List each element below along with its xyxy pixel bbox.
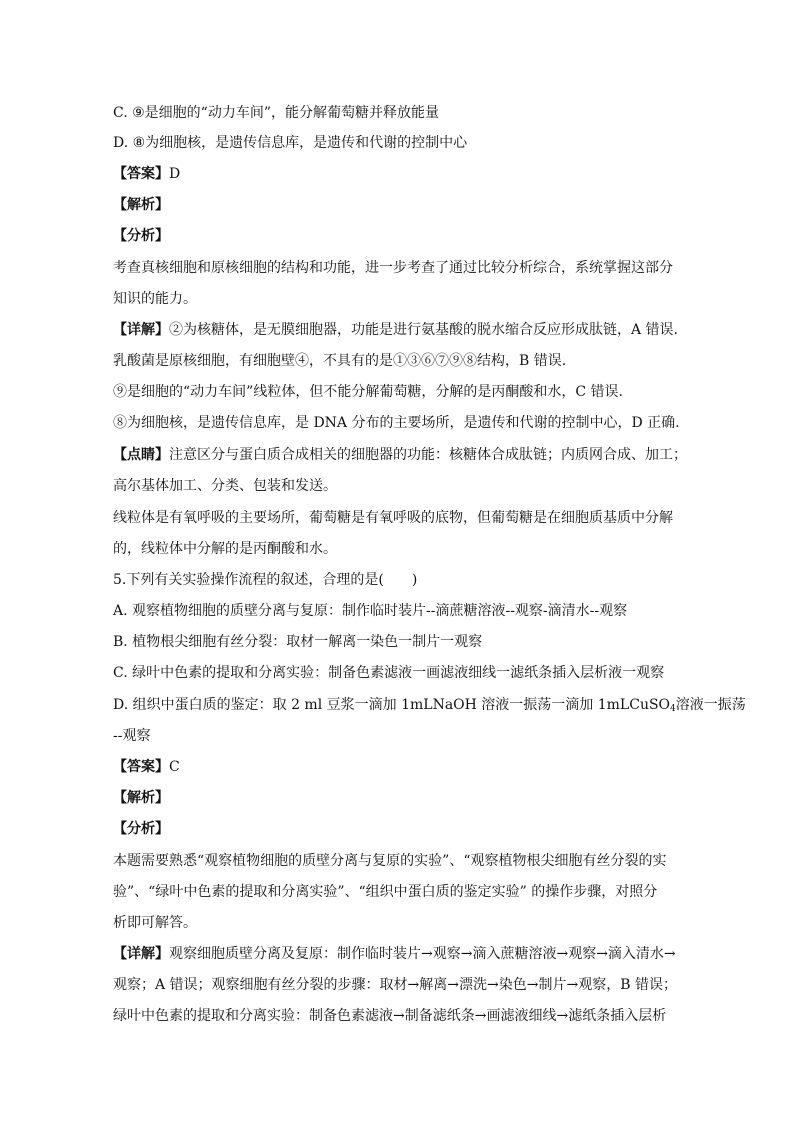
tip-text: 注意区分与蛋白质合成相关的细胞器的功能：核糖体合成肽链；内质网合成、加工； [169, 447, 687, 463]
answer-line [113, 164, 683, 184]
answer-tag: 【答案】 [113, 166, 169, 182]
option-d-text: D. 组织中蛋白质的鉴定：取 2 ml 豆浆一滴加 1mLNaOH 溶液一振荡一滴加 1mLCuSO [113, 697, 671, 713]
subscript-4: 4 [670, 704, 676, 714]
detail-tag: 【详解】 [113, 946, 169, 962]
analysis-heading: 【解析】 [113, 197, 169, 213]
option-d-line: D. ⑧为细胞核，是遗传信息库，是遗传和代谢的控制中心 [113, 135, 468, 151]
detail-tag: 【详解】 [113, 322, 169, 338]
paragraph-line: 乳酸菌是原核细胞，有细胞壁④，不具有的是①③⑥⑦⑨⑧结构，B 错误. [113, 353, 567, 369]
option-c-line: C. ⑨是细胞的“动力车间”，能分解葡萄糖并释放能量 [113, 105, 439, 121]
paragraph-line: 考查真核细胞和原核细胞的结构和功能，进一步考查了通过比较分析综合，系统掌握这部分 [113, 260, 673, 276]
paragraph-line: 绿叶中色素的提取和分离实验：制备色素滤液→制备滤纸条→画滤液细线→滤纸条插入层析 [113, 1008, 667, 1024]
question-5-stem: 5.下列有关实验操作流程的叙述，合理的是( ) [113, 572, 418, 588]
paragraph-line: 本题需要熟悉“观察植物细胞的质壁分离与复原的实验”、“观察植物根尖细胞有丝分裂的实 [113, 853, 667, 869]
detail-line [113, 320, 683, 340]
option-d-line [113, 695, 746, 715]
detail-line [113, 944, 683, 964]
answer-value: C [169, 759, 180, 775]
analysis-heading: 【解析】 [113, 790, 169, 806]
answer-line [113, 757, 683, 777]
answer-tag: 【答案】 [113, 759, 169, 775]
tip-tag: 【点睛】 [113, 447, 169, 463]
paragraph-line: ⑨是细胞的“动力车间”线粒体，但不能分解葡萄糖，分解的是丙酮酸和水，C 错误. [113, 384, 623, 400]
paragraph-line: 观察；A 错误；观察细胞有丝分裂的步骤：取材→解离→漂洗→染色→制片→观察，B 错误； [113, 977, 677, 993]
fenxi-heading: 【分析】 [113, 228, 169, 244]
paragraph-line: 高尔基体加工、分类、包装和发送。 [113, 478, 337, 494]
option-a-line: A. 观察植物细胞的质壁分离与复原：制作临时装片--滴蔗糖溶液--观察-滴清水--观察 [113, 603, 628, 619]
paragraph-line: 线粒体是有氧呼吸的主要场所，葡萄糖是有氧呼吸的底物，但葡萄糖是在细胞质基质中分解 [113, 510, 673, 526]
paragraph-line: 验”、“绿叶中色素的提取和分离实验”、“组织中蛋白质的鉴定实验” 的操作步骤，对照分 [113, 884, 658, 900]
detail-text: 观察细胞质壁分离及复原：制作临时装片→观察→滴入蔗糖溶液→观察→滴入清水→ [169, 946, 676, 962]
paragraph-line: 析即可解答。 [113, 915, 197, 931]
paragraph-line: 知识的能力。 [113, 291, 197, 307]
detail-text: ②为核糖体，是无膜细胞器，功能是进行氨基酸的脱水缩合反应形成肽链，A 错误. [169, 322, 679, 338]
option-b-line: B. 植物根尖细胞有丝分裂：取材一解离一染色一制片一观察 [113, 634, 483, 650]
answer-value: D [169, 166, 181, 182]
option-d-continuation: --观察 [113, 728, 151, 744]
paragraph-line: ⑧为细胞核，是遗传信息库，是 DNA 分布的主要场所，是遗传和代谢的控制中心，D 正确. [113, 415, 680, 431]
paragraph-line: 的，线粒体中分解的是丙酮酸和水。 [113, 541, 337, 557]
fenxi-heading: 【分析】 [113, 821, 169, 837]
option-d-text-tail: 溶液一振荡 [675, 697, 746, 713]
option-c-line: C. 绿叶中色素的提取和分离实验：制备色素滤液一画滤液细线一滤纸条插入层析液一观察 [113, 665, 665, 681]
tip-line [113, 445, 687, 465]
